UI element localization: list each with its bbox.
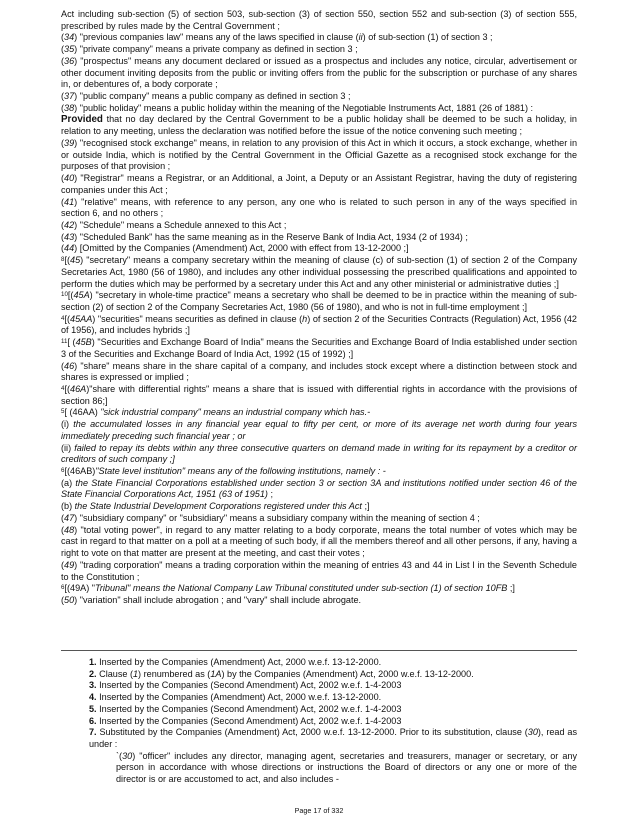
clause-44: (44) [Omitted by the Companies (Amendment) Act, 2000 with effect from 13-12-2000 ;]: [61, 243, 409, 254]
clause-43: (43) "Scheduled Bank" has the same meaning as in the Reserve Bank of India Act, 1934 (2 of 1934) ;: [61, 231, 468, 242]
clause-49a: $^6$[(49A) "Tribunal" means the National Company Law Tribunal constituted under sub-section (1) of section 10FB ;]: [61, 583, 515, 594]
footnote-ref: 10: [61, 291, 68, 299]
clause-39: (39) "recognised stock exchange" means, in relation to any provision of this Act in which it occurs, a stock exchange, whether in or outside India, which is notified by the Central Government in the Official Gazette as a recognised stock exchange for the purposes of that provision ;: [61, 137, 577, 172]
clause-46ab-a: (a) the State Financial Corporations established under section 3 or section 3A and institutions notified under section 46 of the State Financial Corporations Act, 1951 (63 of 1951) ;: [61, 477, 577, 500]
clause-40: (40) "Registrar" means a Registrar, or an Additional, a Joint, a Deputy or an Assistant Registrar, having the duty of registering companies under this Act ;: [61, 173, 577, 195]
footnote-ref: 4: [61, 385, 65, 392]
footnotes: [89, 657, 577, 786]
footnote-ref: 11: [61, 338, 68, 346]
paragraph: Act including sub-section (5) of section 503, sub-section (3) of section 550, section 552 and sub-section (3) of section 555, prescribed by rules made by the Central Government ;: [61, 9, 577, 31]
footnote: 1. Inserted by the Companies (Amendment) Act, 2000 w.e.f. 13-12-2000.: [89, 657, 382, 667]
clause-46ab-b: (b) the State Industrial Development Corporations registered under this Act ;]: [61, 501, 370, 512]
clause-41: (41) "relative" means, with reference to any person, any one who is related to such person in any of the ways specified in section 6, and no others ;: [61, 196, 577, 219]
clause-45b: $^{11}$[ (45B) "Securities and Exchange Board of India" means the Securities and Exchange Board of India established under section 3 of the Securities and Exchange Board of India Act, 1992 (15 of 1992) ;]: [61, 337, 577, 359]
clause-46aa-i: (i) the accumulated losses in any financial year equal to fifty per cent, or more of its average net worth during four years immediately preceding such financial year ; or: [61, 419, 577, 441]
footnote-ref: 5: [61, 408, 65, 416]
footnote-ref: 4: [61, 314, 65, 322]
clause-45: $^8$[(45) "secretary" means a company secretary within the meaning of clause (c) of sub-section (1) of section 2 of the Company Secretaries Act, 1980 (56 of 1980), and includes any other individual possessing the prescribed qualifications and appointed to perform the duties which may be performed by a secretary under this Act and any other ministerial or administrative duties ;]: [61, 255, 577, 289]
clause-50: (50) "variation" shall include abrogation ; and "vary" shall include abrogate.: [61, 594, 362, 605]
clause-35: (35) "private company" means a private company as defined in section 3 ;: [61, 44, 358, 55]
clause-45aa: $^4$[(45AA) "securities" means securities as defined in clause (h) of section 2 of the Securities Contracts (Regulation) Act, 1956 (42 of 1956), and includes hybrids ;]: [61, 313, 577, 336]
page-number: Page 17 of 332: [294, 806, 344, 815]
clause-46a: $^4$[(46A)"share with differential rights" means a share that is issued with differential rights in accordance with the provisions of section 86;]: [61, 384, 577, 406]
clause-45a: $^{10}$[(45A) "secretary in whole-time practice" means a secretary who shall be deemed to be in practice within the meaning of sub-section (2) of section 2 of the Company Secretaries Act, 1980 (56 of 1980), and who is not in full-time employment ;]: [61, 290, 577, 312]
clause-42: (42) "Schedule" means a Schedule annexed to this Act ;: [61, 219, 287, 230]
footnote-divider: [61, 650, 577, 651]
footnote-quote: `(30) "officer" includes any director, managing agent, secretaries and treasurers, manager or secretary, or any person in accordance with whose directions or instructions the Board of directors or any one or more of the director is or are accustomed to act, and also includes -: [116, 750, 577, 785]
clause-48: (48) "total voting power", in regard to any matter relating to a body corporate, means the total number of votes which may be cast in regard to that matter on a poll at a meeting of such body, if all the members thereof and all other persons, if any, having a right to vote on that matter are present at the meeting, and cast their votes ;: [61, 524, 577, 559]
clause-47: (47) "subsidiary company" or "subsidiary" means a subsidiary company within the meaning of section 4 ;: [61, 512, 480, 523]
footnote: 7. Substituted by the Companies (Amendment) Act, 2000 w.e.f. 13-12-2000. Prior to its substitution, clause (30), read as under :: [89, 727, 577, 750]
clause-37: (37) "public company" means a public company as defined in section 3 ;: [61, 91, 351, 102]
clause-49: (49) "trading corporation" means a trading corporation within the meaning of entries 43 and 44 in List I in the Seventh Schedule to the Constitution ;: [61, 559, 577, 582]
clause-46aa-ii: (ii) failed to repay its debts within any three consecutive quarters on demand made in writing for its repayment by a creditor or creditors of such company ;]: [61, 442, 578, 465]
footnote: 6. Inserted by the Companies (Second Amendment) Act, 2002 w.e.f. 1-4-2003: [89, 715, 402, 726]
footnote-ref: 6: [61, 584, 65, 592]
clause-46aa: $^5$[ (46AA) "sick industrial company" means an industrial company which has.-: [61, 407, 371, 418]
footnote-ref: 6: [61, 467, 65, 475]
footnote-ref: 8: [61, 256, 65, 264]
proviso: Provided that no day declared by the Central Government to be a public holiday shall be deemed to be such a holiday, in relation to any meeting, unless the declaration was notified before the issue of the notice convening such meeting ;: [61, 114, 577, 137]
clause-36: (36) "prospectus" means any document declared or issued as a prospectus and includes any notice, circular, advertisement or other document inviting deposits from the public or inviting offers from the public for the subscription or purchase of any shares in, or debentures of, a body corporate ;: [61, 55, 577, 90]
body-text: [61, 9, 577, 607]
footnote: 2. Clause (1) renumbered as (1A) by the Companies (Amendment) Act, 2000 w.e.f. 13-12-2000.: [89, 668, 474, 679]
clause-46ab: $^6$[(46AB)"State level institution" means any of the following institutions, namely : -: [61, 466, 386, 477]
clause-34: (34) "previous companies law" means any of the laws specified in clause (ii) of sub-section (1) of section 3 ;: [61, 32, 493, 43]
clause-38: (38) "public holiday" means a public holiday within the meaning of the Negotiable Instruments Act, 1881 (26 of 1881) :: [61, 102, 534, 113]
footnote: 4. Inserted by the Companies (Amendment) Act, 2000 w.e.f. 13-12-2000.: [89, 692, 382, 703]
footnote: 5. Inserted by the Companies (Second Amendment) Act, 2002 w.e.f. 1-4-2003: [89, 703, 402, 714]
clause-46: (46) "share" means share in the share capital of a company, and includes stock except where a distinction between stock and shares is expressed or implied ;: [61, 360, 577, 383]
footnote: 3. Inserted by the Companies (Second Amendment) Act, 2002 w.e.f. 1-4-2003: [89, 680, 402, 691]
